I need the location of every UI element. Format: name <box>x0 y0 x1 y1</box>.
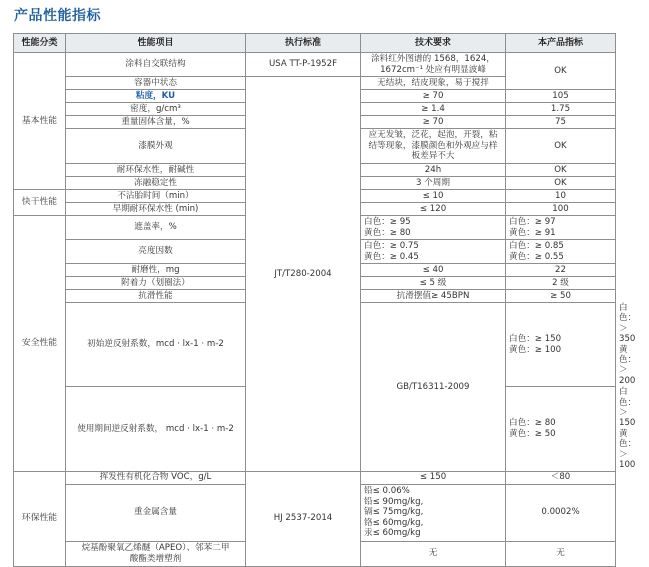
category-fastdry: 快干性能 <box>14 190 66 216</box>
item-cell: 初始逆反射系数，mcd · lx-1 · m-2 <box>66 303 246 387</box>
item-cell: 冻融稳定性 <box>66 177 246 190</box>
req-cell: ≤ 120 <box>361 203 506 216</box>
value-cell: OK <box>506 53 616 90</box>
table-row <box>14 471 616 484</box>
value-cell: 10 <box>506 190 616 203</box>
standard-jt: JT/T280-2004 <box>246 77 361 472</box>
value-cell: 0.0002% <box>506 484 616 541</box>
header-requirement: 技术要求 <box>361 34 506 53</box>
value-cell: 无 <box>506 541 616 566</box>
req-cell: 白色：≥ 95 黄色：≥ 80 <box>361 216 506 240</box>
header-value: 本产品指标 <box>506 34 616 53</box>
item-cell: 耐磨性，mg <box>66 264 246 277</box>
standard-gb: GB/T16311-2009 <box>361 303 506 472</box>
item-cell: 早期耐环保水性 (min) <box>66 203 246 216</box>
standard-usa: USA TT-P-1952F <box>246 53 361 77</box>
req-cell: 铅≤ 0.06% 铅≤ 90mg/kg, 镉≤ 75mg/kg, 铬≤ 60mg/kg, 汞≤ 60mg/kg <box>361 484 506 541</box>
item-cell: 重金属含量 <box>66 484 246 541</box>
item-cell: 容器中状态 <box>66 77 246 90</box>
item-cell: 烷基酚聚氧乙烯醚（APEO）、邻苯二甲 酸酯类增塑剂 <box>66 541 246 566</box>
header-item: 性能项目 <box>66 34 246 53</box>
table-row <box>14 53 616 77</box>
performance-table <box>13 33 637 567</box>
page-title: 产品性能指标 <box>14 8 101 24</box>
req-cell: 无 <box>361 541 506 566</box>
value-cell: OK <box>506 177 616 190</box>
item-cell: 密度，g/cm³ <box>66 103 246 116</box>
req-cell: 白色：≥ 80 黄色：≥ 50 <box>506 387 616 471</box>
req-cell: ≥ 1.4 <box>361 103 506 116</box>
req-cell: 无结块，结皮现象，易于搅拌 <box>361 77 506 90</box>
value-cell: 22 <box>506 264 616 277</box>
value-cell: 白色：≥ 0.85 黄色：≥ 0.55 <box>506 240 616 264</box>
value-cell: 75 <box>506 116 616 129</box>
req-cell: ≤ 40 <box>361 264 506 277</box>
category-basic: 基本性能 <box>14 53 66 190</box>
header-standard: 执行标准 <box>246 34 361 53</box>
item-cell: 遮盖率，% <box>66 216 246 240</box>
item-cell: 亮度因数 <box>66 240 246 264</box>
value-cell: OK <box>506 164 616 177</box>
req-cell: ≥ 70 <box>361 116 506 129</box>
value-cell: 100 <box>506 203 616 216</box>
standard-hj: HJ 2537-2014 <box>246 471 361 566</box>
item-cell: 涂料自交联结构 <box>66 53 246 77</box>
header-category: 性能分类 <box>14 34 66 53</box>
category-eco: 环保性能 <box>14 471 66 566</box>
table-row: 使用期间逆反射系数， mcd · lx-1 · m-2 白色：≥ 80 黄色：≥ 50 白色：＞150 黄色：＞100 <box>14 387 616 471</box>
req-cell: 3 个周期 <box>361 177 506 190</box>
value-cell: 1.75 <box>506 103 616 116</box>
item-cell: 挥发性有机化合物 VOC，g/L <box>66 471 246 484</box>
value-cell: OK <box>506 129 616 164</box>
req-cell: 抗滑摆值≥ 45BPN <box>361 290 506 303</box>
item-cell: 使用期间逆反射系数， mcd · lx-1 · m-2 <box>66 387 246 471</box>
value-cell: 2 级 <box>506 277 616 290</box>
item-cell: 附着力（划圈法） <box>66 277 246 290</box>
value-cell: 105 <box>506 90 616 103</box>
req-cell: 应无发皱，泛花，起泡，开裂，粘 结等现象，漆膜颜色和外观应与样 板差异不大 <box>361 129 506 164</box>
item-cell: 重量固体含量，% <box>66 116 246 129</box>
item-cell: 耐环保水性，耐碱性 <box>66 164 246 177</box>
category-safety: 安全性能 <box>14 216 66 472</box>
req-cell: 涂料红外图谱的 1568，1624， 1672cm⁻¹ 处应有明显波峰 <box>361 53 506 77</box>
item-cell: 抗滑性能 <box>66 290 246 303</box>
value-cell: ＜80 <box>506 471 616 484</box>
req-cell: ≥ 70 <box>361 90 506 103</box>
item-cell: 漆膜外观 <box>66 129 246 164</box>
req-cell: ≤ 150 <box>361 471 506 484</box>
value-cell: 白色：≥ 97 黄色：≥ 91 <box>506 216 616 240</box>
table-header-row <box>14 34 616 53</box>
item-cell: 粘度，KU <box>66 90 246 103</box>
req-cell: 24h <box>361 164 506 177</box>
item-cell: 不沾胎时间（min） <box>66 190 246 203</box>
req-cell: ≤ 5 级 <box>361 277 506 290</box>
value-cell: ≥ 50 <box>506 290 616 303</box>
req-cell: 白色：≥ 150 黄色：≥ 100 <box>506 303 616 387</box>
req-cell: 白色：≥ 0.75 黄色：≥ 0.45 <box>361 240 506 264</box>
table-row: 初始逆反射系数，mcd · lx-1 · m-2 GB/T16311-2009 白色：≥ 150 黄色：≥ 100 白色：＞350 黄色：＞200 <box>14 303 616 387</box>
req-cell: ≤ 10 <box>361 190 506 203</box>
